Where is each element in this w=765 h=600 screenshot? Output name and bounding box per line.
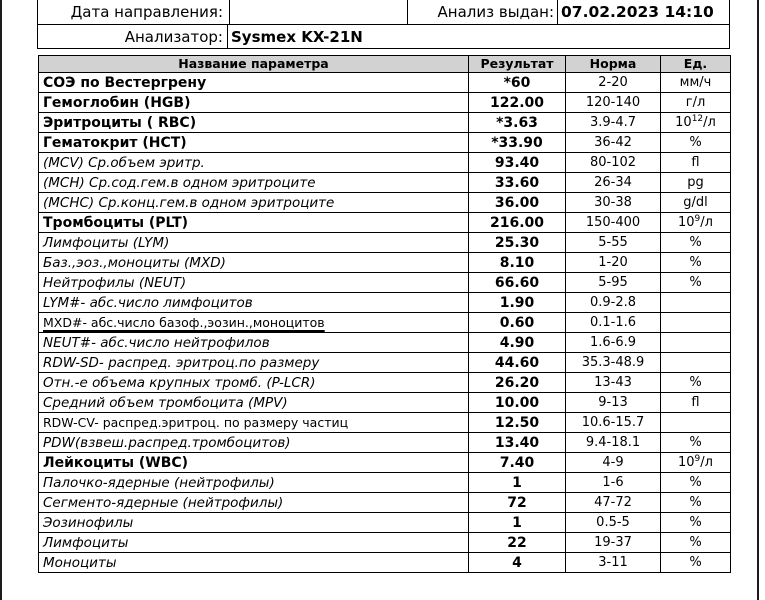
param-norm: 150-400 — [566, 213, 661, 233]
param-unit — [661, 293, 731, 313]
param-result: 44.60 — [469, 353, 566, 373]
table-row — [39, 313, 731, 333]
table-row — [39, 333, 731, 353]
column-header-norm: Норма — [566, 56, 661, 73]
issued-value: 07.02.2023 14:10 — [558, 0, 730, 25]
unit-base: 10 — [675, 114, 692, 130]
param-unit: g/dl — [661, 193, 731, 213]
param-norm: 5-95 — [566, 273, 661, 293]
direction-date-label: Дата направления: — [37, 0, 230, 25]
param-name: Лимфоциты — [39, 533, 469, 553]
param-result: 36.00 — [469, 193, 566, 213]
param-name: Эритроциты ( RBC) — [39, 113, 469, 133]
param-name: Отн.-е объема крупных тромб. (P-LCR) — [39, 373, 469, 393]
page-left-edge — [0, 0, 2, 600]
param-result: 72 — [469, 493, 566, 513]
table-row — [39, 513, 731, 533]
table-row — [39, 93, 731, 113]
param-norm: 4-9 — [566, 453, 661, 473]
param-norm: 1.6-6.9 — [566, 333, 661, 353]
table-row — [39, 73, 731, 93]
page-right-edge — [757, 0, 759, 600]
param-norm: 1-6 — [566, 473, 661, 493]
param-norm: 26-34 — [566, 173, 661, 193]
table-row — [39, 533, 731, 553]
param-norm: 9.4-18.1 — [566, 433, 661, 453]
param-unit: % — [661, 133, 731, 153]
param-unit — [661, 213, 731, 233]
param-name: Гематокрит (HCT) — [39, 133, 469, 153]
results-table — [38, 55, 731, 573]
param-result: 33.60 — [469, 173, 566, 193]
param-result: 12.50 — [469, 413, 566, 433]
table-row — [39, 253, 731, 273]
param-name: Палочко-ядерные (нейтрофилы) — [39, 473, 469, 493]
table-row — [39, 273, 731, 293]
param-name: Средний объем тромбоцита (MPV) — [39, 393, 469, 413]
param-result: *33.90 — [469, 133, 566, 153]
param-name: RDW-CV- распред.эритроц. по размеру частиц — [39, 413, 469, 433]
param-name: Нейтрофилы (NEUT) — [39, 273, 469, 293]
table-row — [39, 133, 731, 153]
param-norm: 3.9-4.7 — [566, 113, 661, 133]
param-name: Эозинофилы — [39, 513, 469, 533]
param-unit: pg — [661, 173, 731, 193]
param-name: Моноциты — [39, 553, 469, 573]
param-norm: 80-102 — [566, 153, 661, 173]
param-result: 4.90 — [469, 333, 566, 353]
analyzer-value: Sysmex KX-21N — [231, 27, 363, 46]
param-norm: 3-11 — [566, 553, 661, 573]
column-header-result: Результат — [469, 56, 566, 73]
param-result: 1.90 — [469, 293, 566, 313]
param-result: 4 — [469, 553, 566, 573]
param-unit — [661, 453, 731, 473]
param-norm: 47-72 — [566, 493, 661, 513]
param-norm: 30-38 — [566, 193, 661, 213]
table-row — [39, 193, 731, 213]
param-unit: % — [661, 533, 731, 553]
param-norm: 9-13 — [566, 393, 661, 413]
param-norm: 13-43 — [566, 373, 661, 393]
header-dates-row — [37, 0, 730, 27]
param-result: 22 — [469, 533, 566, 553]
param-name: (MCHC) Ср.конц.гем.в одном эритроците — [39, 193, 469, 213]
param-unit: fl — [661, 153, 731, 173]
issued-label: Анализ выдан: — [408, 0, 558, 25]
param-norm: 2-20 — [566, 73, 661, 93]
param-name: Гемоглобин (HGB) — [39, 93, 469, 113]
table-row — [39, 173, 731, 193]
param-name: СОЭ по Вестергрену — [39, 73, 469, 93]
param-unit: % — [661, 273, 731, 293]
param-result: 10.00 — [469, 393, 566, 413]
param-name: Тромбоциты (PLT) — [39, 213, 469, 233]
param-result: 0.60 — [469, 313, 566, 333]
table-row — [39, 153, 731, 173]
param-unit — [661, 413, 731, 433]
table-row — [39, 453, 731, 473]
table-header-row — [39, 56, 731, 73]
param-norm: 19-37 — [566, 533, 661, 553]
param-name: (MCH) Ср.сод.гем.в одном эритроците — [39, 173, 469, 193]
param-unit — [661, 353, 731, 373]
table-row — [39, 473, 731, 493]
table-row — [39, 553, 731, 573]
param-name: Лимфоциты (LYM) — [39, 233, 469, 253]
param-result: 7.40 — [469, 453, 566, 473]
unit-base: 10 — [678, 214, 695, 230]
param-unit: % — [661, 373, 731, 393]
param-name: Баз.,эоз.,моноциты (MXD) — [39, 253, 469, 273]
unit-tail: /л — [703, 114, 716, 130]
header-analyzer-row — [37, 25, 730, 49]
param-norm: 1-20 — [566, 253, 661, 273]
param-name: PDW(взвеш.распред.тромбоцитов) — [39, 433, 469, 453]
table-row — [39, 393, 731, 413]
param-result: 8.10 — [469, 253, 566, 273]
param-norm: 0.1-1.6 — [566, 313, 661, 333]
table-row — [39, 413, 731, 433]
param-unit: % — [661, 493, 731, 513]
unit-tail: /л — [700, 454, 713, 470]
param-name: (MCV) Ср.объем эритр. — [39, 153, 469, 173]
param-norm: 36-42 — [566, 133, 661, 153]
unit-exponent: 9 — [694, 453, 701, 464]
param-unit: % — [661, 553, 731, 573]
param-norm: 0.9-2.8 — [566, 293, 661, 313]
table-row — [39, 353, 731, 373]
unit-tail: /л — [700, 214, 713, 230]
unit-base: 10 — [678, 454, 695, 470]
unit-exponent: 12 — [691, 113, 704, 124]
param-name: Сегменто-ядерные (нейтрофилы) — [39, 493, 469, 513]
column-header-name: Название параметра — [39, 56, 469, 73]
table-row — [39, 113, 731, 133]
param-unit: % — [661, 513, 731, 533]
table-row — [39, 373, 731, 393]
param-norm: 5-55 — [566, 233, 661, 253]
param-result: 25.30 — [469, 233, 566, 253]
param-name: MXD#- абс.число базоф.,эозин.,моноцитов — [39, 313, 469, 333]
param-result: 216.00 — [469, 213, 566, 233]
param-unit: fl — [661, 393, 731, 413]
param-norm: 10.6-15.7 — [566, 413, 661, 433]
param-result: 1 — [469, 473, 566, 493]
param-unit: % — [661, 253, 731, 273]
param-name: Лейкоциты (WBC) — [39, 453, 469, 473]
unit-exponent: 9 — [694, 213, 701, 224]
param-norm: 0.5-5 — [566, 513, 661, 533]
param-unit: % — [661, 433, 731, 453]
param-result: 1 — [469, 513, 566, 533]
param-name: NEUT#- абс.число нейтрофилов — [39, 333, 469, 353]
param-unit: % — [661, 473, 731, 493]
table-row — [39, 433, 731, 453]
param-result: *60 — [469, 73, 566, 93]
param-result: 93.40 — [469, 153, 566, 173]
table-row — [39, 213, 731, 233]
param-norm: 35.3-48.9 — [566, 353, 661, 373]
table-row — [39, 293, 731, 313]
param-unit — [661, 313, 731, 333]
param-result: *3.63 — [469, 113, 566, 133]
param-name: RDW-SD- распред. эритроц.по размеру — [39, 353, 469, 373]
table-row — [39, 233, 731, 253]
table-row — [39, 493, 731, 513]
analyzer-label: Анализатор: — [38, 25, 228, 48]
param-unit: % — [661, 233, 731, 253]
direction-date-value — [230, 0, 408, 25]
param-norm: 120-140 — [566, 93, 661, 113]
param-result: 66.60 — [469, 273, 566, 293]
param-result: 13.40 — [469, 433, 566, 453]
param-unit — [661, 113, 731, 133]
param-unit: г/л — [661, 93, 731, 113]
param-name: LYM#- абс.число лимфоцитов — [39, 293, 469, 313]
param-unit: мм/ч — [661, 73, 731, 93]
param-result: 26.20 — [469, 373, 566, 393]
column-header-unit: Ед. — [661, 56, 731, 73]
param-result: 122.00 — [469, 93, 566, 113]
param-unit — [661, 333, 731, 353]
